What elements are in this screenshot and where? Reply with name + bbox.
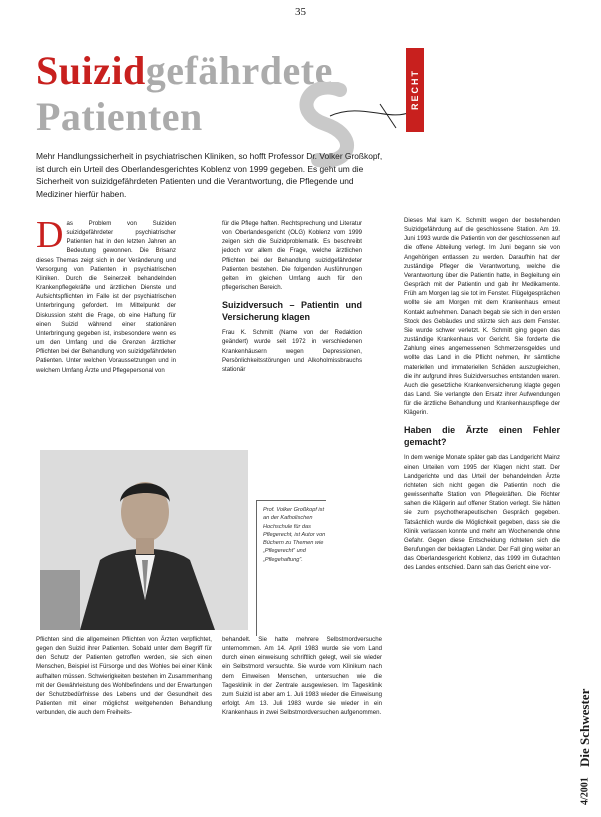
column-1-lower-text: Pflichten sind die allgemeinen Pflichten von Ärzten verpflichtet, gegen den Suizid ihrer Patienten. Sobald unter dem Begriff für den Schutz der Patienten getroffen werden, sie sich einen Menschen, Beispiel ist Fürsorge und des Wohles bei einer Klinik aufhalten müssen. Schwierigkeiten bestehen im Zusammenhang mit der Gewährleistung des Wohlbefindens und der Erwartungen der Schutzbedürfnisse des Lebens und der Gesundheit des Patienten mit einer möglichst weitgehenden Behandlung verbunden, die auch dem Freiheits- — [36, 636, 212, 717]
magazine-footer — [575, 605, 595, 805]
section-tab: RECHT — [406, 48, 424, 132]
body-column-2 — [222, 219, 362, 375]
magazine-name: Die Schwester — [577, 688, 592, 768]
column-3-text: Dieses Mal kam K. Schmitt wegen der bestehenden Suizidgefährdung auf die geschlossene Station. Am 19. Juni 1993 wurde die Patientin von der geschlossenen auf die offene Abteilung verlegt. Im Juni begann sie von Angehörigen entlassen zu werden. Daraufhin hat der zuständige Pfleger die Verantwortung, welche die Verantwortung über die Patientin hatte, in Begleitung ein Gespräch mit der Patientin und gab ihr Medikamente. Früh am Morgen lag sie tot im Fenster. Flügelgesprächen wollte sie am Morgen mit dem Krankenhaus erneut Kontakt aufnehmen. Danach begab sie sich in den ersten Stock des Gebäudes und stürzte sich aus dem Fenster. Sie wurde schwer verletzt. K. Schmitt ging gegen das zuständige Krankenhaus vor Gericht. Sie forderte die Zahlung eines angemessenen Schmerzensgeldes und wollte das Land in die Pflicht nehmen, ihr sämtliche materiellen und immateriellen Schäden auszugleichen, die ihr aufgrund ihres Suizidversuches entstanden waren. Auch die gesetzliche Krankenversicherung klagte gegen das Land. Sie verlangte den Ersatz ihrer Aufwendungen für die ärztliche Behandlung und Krankenhauspflege der Klägerin. — [404, 217, 560, 417]
drop-cap: D — [36, 214, 64, 256]
column-1-text: as Problem von Suiziden suizidgefährdeter psychiatrischer Patienten hat in den letzten Jahren an Bedeutung gewonnen. Die Brisanz dieses Themas zeigt sich in der Veränderung und Versorgung von Patienten in psychiatrischen Kliniken. Durch die Seinerzeit behandelnden Krankenpflegekräfte und ärztlichen Dienste und Aufsichtspflichten im Falle ist der psychiatrischen Unterbringung gefordert. Im Mittelpunkt der Diskussion steht die Frage, ob eine Haftung für einen Suizid während einer stationären Unterbringung gegeben ist, insbesondere wenn es um den Umfang und die Grenzen ärztlicher Pflichten bei der Behandlung von suizidgefährdeten Patienten. Unter welchen Voraussetzungen und in welchem Umfang Ärzte und Pflegepersonal von — [36, 220, 176, 374]
column-2-lower-text: behandelt. Sie hatte mehrere Selbstmordversuche unternommen. Am 14. April 1983 wurde sie vom Land durch einen einweisung schriftlich gelegt, weil sie wieder ein Selbstmord versuchte. Sie wurde vom Klinikum nach dem Einweisen Menschen, untersuchen wie die Tagesklinik in der Zentrale ausgewiesen. Im Tagesklinik zum Suizid ist aber am 1. Juli 1983 wieder die Einweisung erfolgt. Am 13. Juli 1983 wurde sie wieder in ein Krankenhaus in zwei Selbstmordversuchen aufgenommen. — [222, 636, 382, 717]
portrait-photo — [40, 450, 248, 630]
lead-paragraph: Mehr Handlungssicherheit in psychiatrischen Kliniken, so hofft Professor Dr. Volker Großkopf, ist durch ein Urteil des Oberlandesgerichtes Koblenz von 1999 gegeben. Es geht um die Sicherheit von suizidgefährdeten Patienten und die Verantwortung, die Pflegende und Mediziner hierfür haben. — [36, 151, 383, 199]
page-number: 35 — [295, 6, 306, 18]
title-line-patienten: Patienten — [36, 94, 203, 139]
column-2-text-continued: Frau K. Schmitt (Name von der Redaktion geändert) wurde seit 1972 in verschiedenen Krankenhäusern wegen Depressionen, Persönlichkeitsstörungen und Alkoholmissbrauchs stationär — [222, 329, 362, 373]
body-column-3 — [404, 216, 560, 573]
magazine-issue: 4/2001 — [579, 777, 591, 805]
body-column-2-lower — [222, 635, 382, 718]
title-part-gefaehrdete: gefährdete — [145, 48, 333, 93]
body-column-1 — [36, 214, 176, 375]
column-3-text-continued: In dem wenige Monate später gab das Landgericht Mainz einen Urteilen vom 1995 der Klagen nicht statt. Der Landgerichte und das Urteil der behandelnden Ärzte richteten sich nicht gegen die Patientin noch die gewissenhafte Station von Pflegekräften. Die Richter sahen die Klägerin auf offener Station verlegt. Sie hätten sie zum psychotherapeutischen Gespräch gegeben. Tatsächlich wurde die Möglichkeit gegeben, dass sie die Klinik verlassen konnte und mehr am Wochenende ohne Gefahr. Gegen diese Entscheidung richteten sich die Berufungen der beklagten Länder. Der Fall ging weiter an das Oberlandesgericht Koblenz, das 1999 im Gutachten des Landes entschied. Dann sah das Gericht eine vor- — [404, 454, 560, 572]
subheading-suizidversuch: Suizidversuch – Patientin und Versicherung klagen — [222, 300, 362, 322]
title-part-suizid: Suizid — [36, 48, 146, 93]
subheading-fehler: Haben die Ärzte einen Fehler gemacht? — [404, 425, 560, 447]
photo-caption-box — [256, 500, 326, 636]
photo-caption: Prof. Volker Großkopf ist an der Katholischen Hochschule für das Pflegerecht, ist Autor von Büchern zu Themen wie „Pflegerecht“ und „Pflegehaftung“. — [263, 507, 326, 563]
column-2-text: für die Pflege haften. Rechtsprechung und Literatur von Oberlandesgericht (OLG) Koblenz vom 1999 zeigen sich die Suizidproblematik. Es beschreibt jedoch vor allem die Frage, welche ärztlichen Pflichten bei der Behandlung suizidgefährdeter Patienten bestehen. Die folgenden Ausführungen gelten im gleichen Umfang auch für den pflegerischen Bereich. — [222, 220, 362, 292]
portrait-illustration — [40, 450, 248, 630]
body-column-1-lower — [36, 635, 212, 718]
